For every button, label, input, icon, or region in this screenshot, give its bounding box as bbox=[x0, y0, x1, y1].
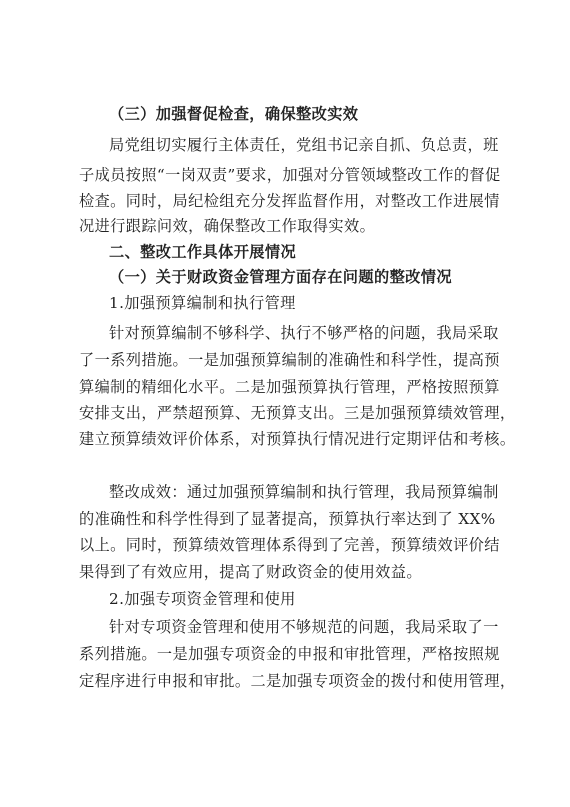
paragraph-line: 系列措施。一是加强专项资金的申报和审批管理，严格按照规 bbox=[79, 645, 500, 663]
paragraph-line: 局党组切实履行主体责任，党组书记亲自抓、负总责，班 bbox=[109, 136, 499, 154]
subsection-heading-1: （一）关于财政资金管理方面存在问题的整改情况 bbox=[109, 268, 452, 286]
paragraph-line: 了一系列措施。一是加强预算编制的准确性和科学性，提高预 bbox=[79, 351, 500, 369]
item-heading-1: 1.加强预算编制和执行管理 bbox=[109, 294, 296, 312]
paragraph-line: 果得到了有效应用，提高了财政资金的使用效益。 bbox=[79, 563, 422, 581]
paragraph-line: 以上。同时，预算绩效管理体系得到了完善，预算绩效评价结 bbox=[79, 536, 500, 554]
paragraph-line: 整改成效：通过加强预算编制和执行管理，我局预算编制 bbox=[109, 483, 499, 501]
paragraph-line: 针对专项资金管理和使用不够规范的问题，我局采取了一 bbox=[109, 618, 499, 636]
paragraph-line: 的准确性和科学性得到了显著提高，预算执行率达到了 XX% bbox=[79, 510, 496, 528]
paragraph-line: 定程序进行申报和审批。二是加强专项资金的拨付和使用管理， bbox=[79, 672, 516, 690]
paragraph-line: 算编制的精细化水平。二是加强预算执行管理，严格按照预算 bbox=[79, 378, 500, 396]
paragraph-line: 建立预算绩效评价体系，对预算执行情况进行定期评估和考核。 bbox=[79, 430, 516, 448]
item-heading-2: 2.加强专项资金管理和使用 bbox=[109, 590, 296, 608]
section-heading-2: 二、整改工作具体开展情况 bbox=[109, 243, 297, 261]
subsection-heading-3: （三）加强督促检查，确保整改实效 bbox=[109, 105, 359, 123]
paragraph-line: 检查。同时，局纪检组充分发挥监督作用，对整改工作进展情 bbox=[79, 192, 500, 210]
paragraph-line: 针对预算编制不够科学、执行不够严格的问题，我局采取 bbox=[109, 324, 499, 342]
paragraph-line: 子成员按照“一岗双责”要求，加强对分管领域整改工作的督促 bbox=[79, 166, 501, 184]
paragraph-line: 安排支出，严禁超预算、无预算支出。三是加强预算绩效管理， bbox=[79, 404, 516, 422]
paragraph-line: 况进行跟踪问效，确保整改工作取得实效。 bbox=[79, 217, 376, 235]
